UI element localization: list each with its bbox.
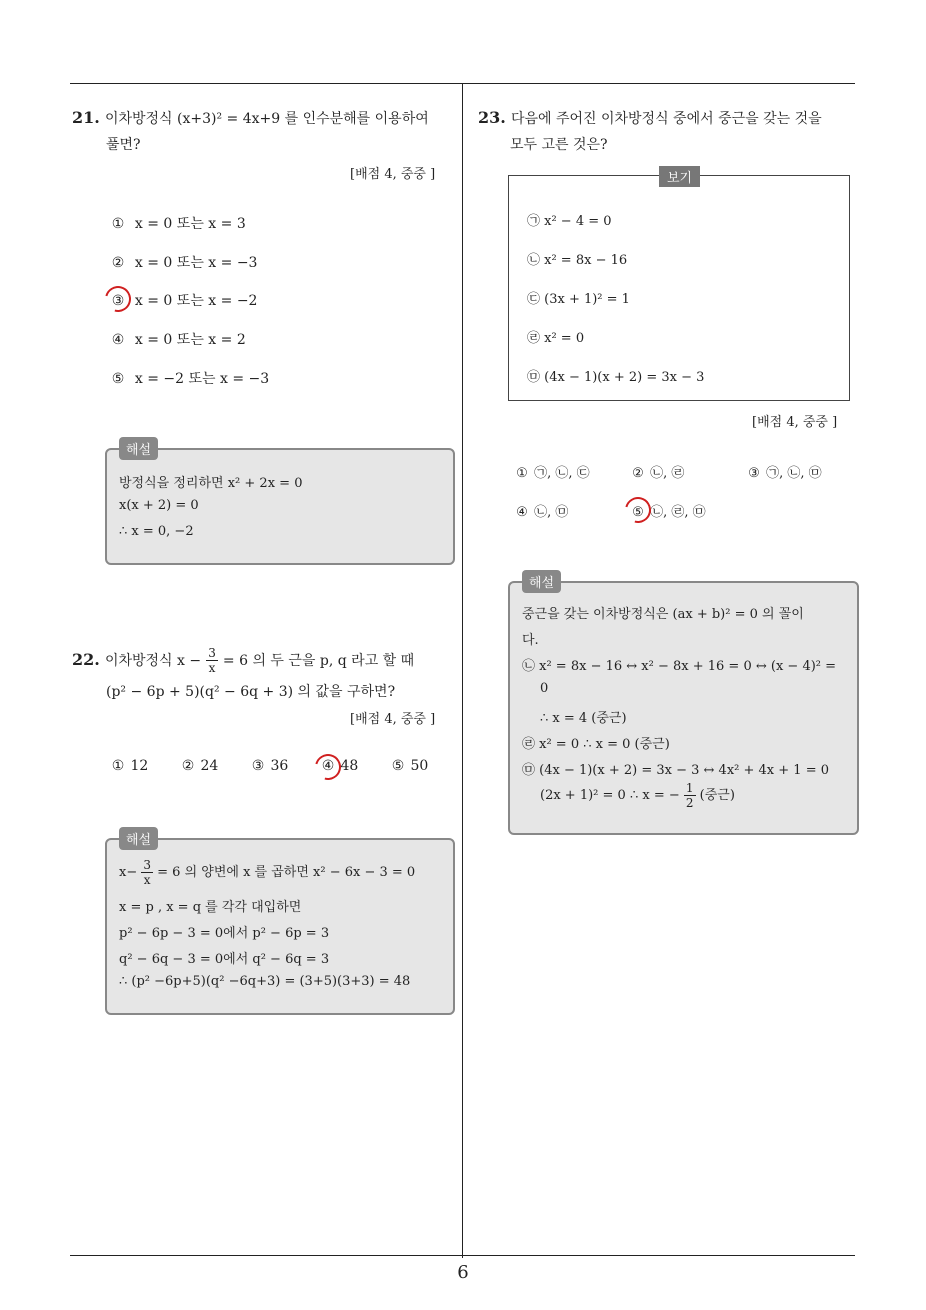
choice-4[interactable]: ④ 48 [321, 758, 359, 774]
choice-2[interactable]: ② 24 [181, 758, 219, 774]
question-text-cont: 풀면? [106, 137, 141, 153]
score-label: [배점 4, 중중 ] [752, 415, 838, 430]
bottom-rule [70, 1255, 855, 1256]
fraction: $\frac{3}{x}$ [208, 646, 216, 675]
choice-1[interactable]: ① 12 [111, 758, 149, 774]
explanation-line: x(x + 2) = 0 [119, 498, 199, 513]
explanation-line: ∴ (p² −6p+5)(q² −6q+3) = (3+5)(3+3) = 48 [119, 974, 411, 989]
choice-5[interactable]: ⑤ 50 [391, 758, 429, 774]
explanation-line: 0 [540, 681, 549, 696]
choice-1[interactable]: ① ㉠, ㉡, ㉢ [516, 466, 590, 481]
choice-1[interactable]: ① x = 0 또는 x = 3 [111, 216, 246, 232]
column-divider [462, 83, 463, 1258]
question-text-cont: 모두 고른 것은? [510, 137, 608, 153]
bogi-tag: 보기 [659, 166, 700, 187]
question-23 [478, 106, 822, 132]
choice-5[interactable]: ⑤ x = −2 또는 x = −3 [111, 371, 270, 387]
choice-3[interactable]: ③ x = 0 또는 x = −2 [111, 293, 258, 309]
choice-4[interactable]: ④ x = 0 또는 x = 2 [111, 332, 246, 348]
question-number: 22. [72, 650, 100, 669]
explanation-line: ∴ x = 4 (중근) [540, 711, 627, 726]
question-22 [72, 646, 414, 675]
answer-mark [100, 281, 136, 317]
answer-mark [620, 492, 656, 528]
question-21 [72, 106, 429, 132]
explanation-line: p² − 6p − 3 = 0에서 p² − 6p = 3 [119, 926, 330, 941]
fraction: $\frac{1}{2}$ [685, 781, 694, 810]
fraction: $\frac{3}{x}$ [143, 858, 152, 887]
question-text: = 6 의 두 근을 p, q 라고 할 때 [222, 653, 415, 669]
explanation-line: ㉣ x² = 0 ∴ x = 0 (중근) [522, 737, 670, 752]
score-label: [배점 4, 중중 ] [350, 167, 436, 182]
explanation-line: x = p , x = q 를 각각 대입하면 [119, 900, 302, 915]
explanation-box [105, 833, 455, 1015]
choice-5[interactable]: ⑤ ㉡, ㉣, ㉤ [632, 505, 706, 520]
choice-2[interactable]: ② ㉡, ㉣ [632, 466, 685, 481]
answer-mark [310, 749, 346, 785]
explanation-line: x− $\frac{3}{x}$ = 6 의 양변에 x 를 곱하면 x² − 6x − 3 = 0 [119, 858, 416, 887]
question-text: 다음에 주어진 이차방정식 중에서 중근을 갖는 것을 [510, 111, 822, 127]
explanation-line: 중근을 갖는 이차방정식은 (ax + b)² = 0 의 꼴이 [522, 607, 804, 622]
page-number: 6 [457, 1262, 469, 1283]
question-text-cont: (p² − 6p + 5)(q² − 6q + 3) 의 값을 구하면? [106, 684, 396, 700]
explanation-line: q² − 6q − 3 = 0에서 q² − 6q = 3 [119, 952, 330, 967]
choice-4[interactable]: ④ ㉡, ㉤ [516, 505, 569, 520]
explanation-line: 방정식을 정리하면 x² + 2x = 0 [119, 476, 303, 491]
question-text: 이차방정식 x − [104, 653, 202, 669]
question-number: 21. [72, 108, 100, 127]
choice-3[interactable]: ③ 36 [251, 758, 289, 774]
choice-3[interactable]: ③ ㉠, ㉡, ㉤ [748, 466, 822, 481]
explanation-line: ㉡ x² = 8x − 16 ↔ x² − 8x + 16 = 0 ↔ (x − 4)² = [522, 659, 837, 674]
explanation-line: ∴ x = 0, −2 [119, 524, 194, 539]
explanation-line: (2x + 1)² = 0 ∴ x = − $\frac{1}{2}$ (중근) [540, 781, 735, 810]
explanation-line: 다. [522, 633, 539, 648]
explanation-line: ㉤ (4x − 1)(x + 2) = 3x − 3 ↔ 4x² + 4x + 1 = 0 [522, 763, 829, 778]
question-number: 23. [478, 108, 506, 127]
bogi-item: ㉣ x² = 0 [527, 331, 585, 346]
question-text: 이차방정식 (x+3)² = 4x+9 를 인수분해를 이용하여 [104, 111, 429, 127]
explanation-box [105, 443, 455, 565]
explanation-tag: 해설 [119, 437, 158, 460]
explanation-tag: 해설 [522, 570, 561, 593]
bogi-item: ㉠ x² − 4 = 0 [527, 214, 612, 229]
choice-2[interactable]: ② x = 0 또는 x = −3 [111, 255, 258, 271]
bogi-item: ㉤ (4x − 1)(x + 2) = 3x − 3 [527, 370, 705, 385]
score-label: [배점 4, 중중 ] [350, 712, 436, 727]
bogi-item: ㉢ (3x + 1)² = 1 [527, 292, 630, 307]
explanation-box [508, 576, 859, 835]
bogi-box [508, 171, 850, 401]
bogi-item: ㉡ x² = 8x − 16 [527, 253, 628, 268]
explanation-tag: 해설 [119, 827, 158, 850]
